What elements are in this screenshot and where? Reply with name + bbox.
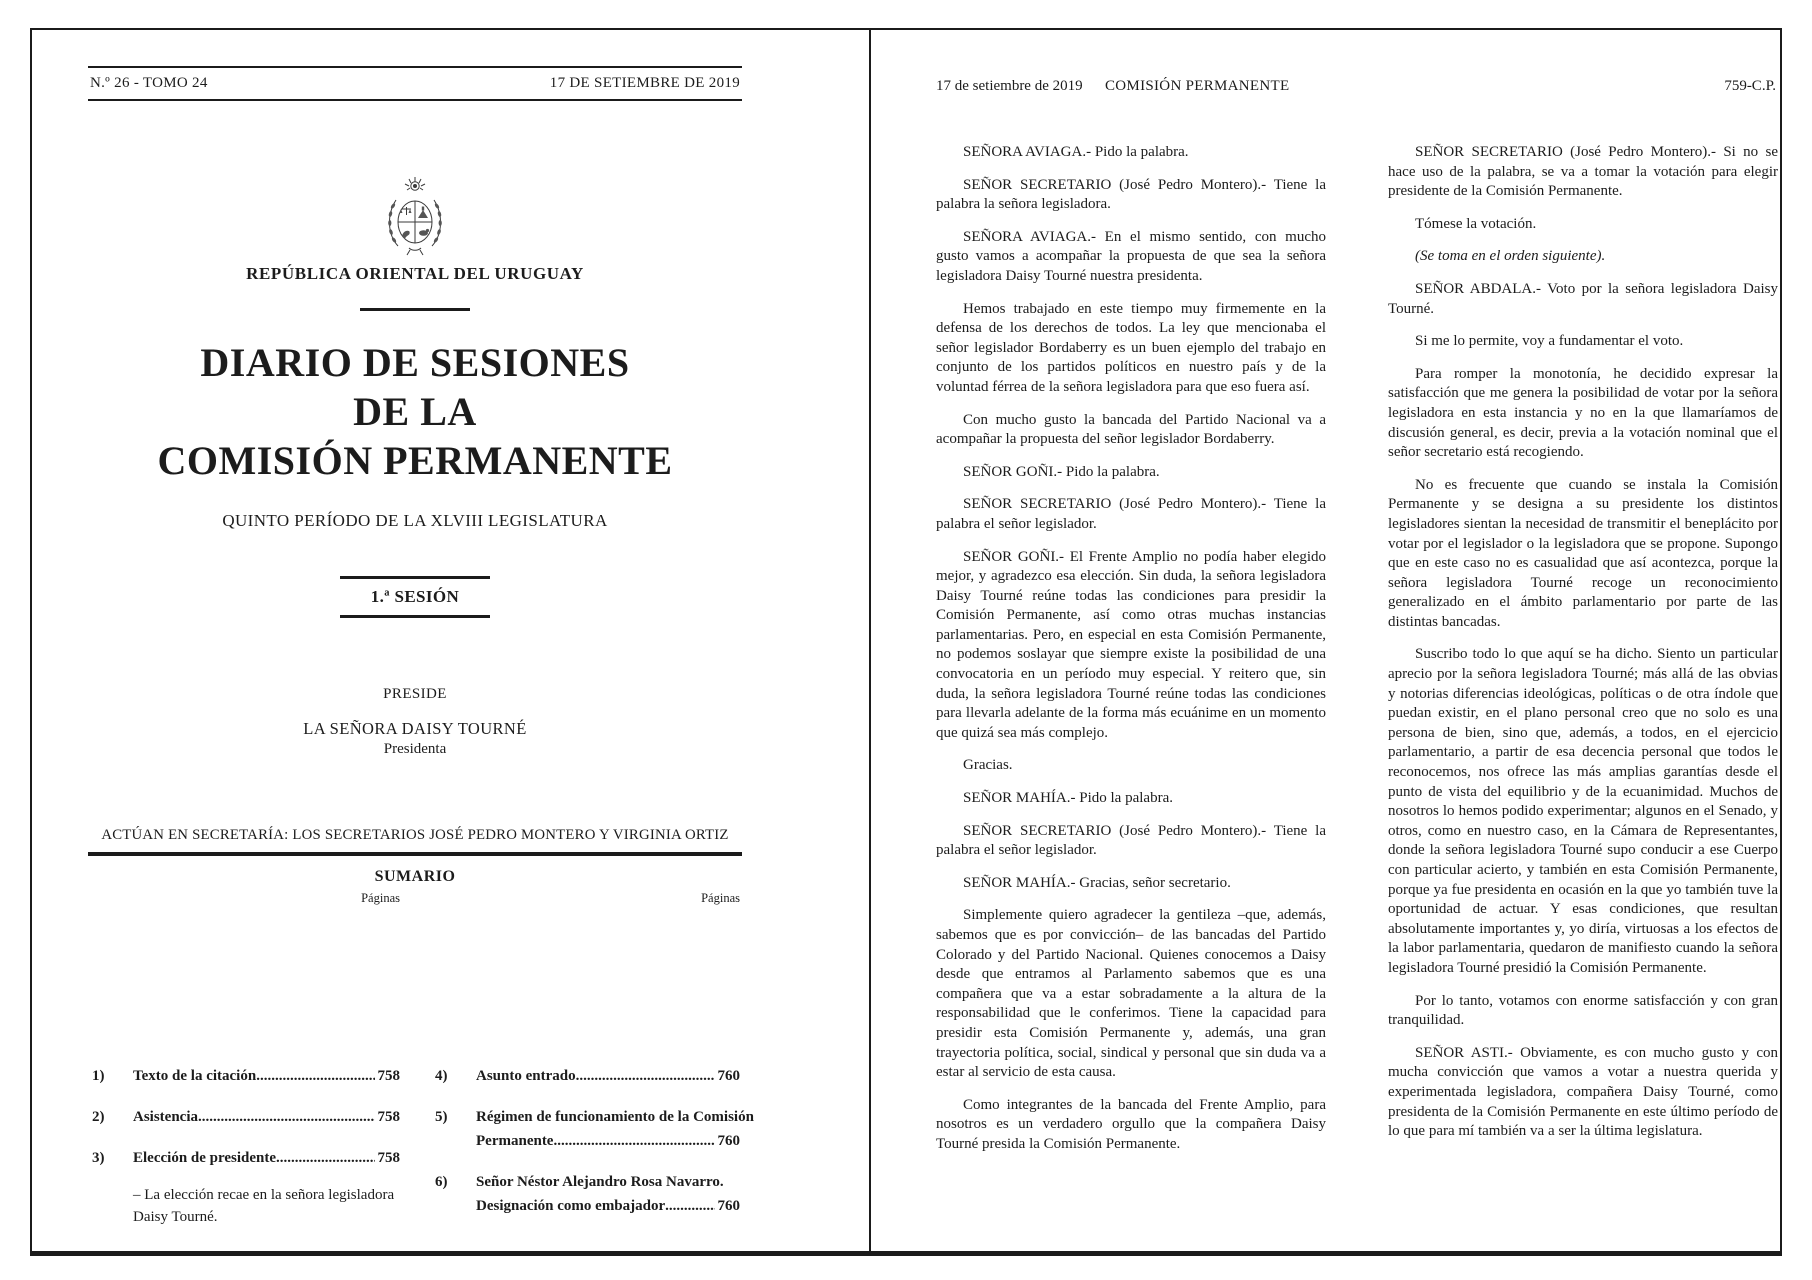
title-line-2: DE LA bbox=[353, 389, 477, 434]
toc-item-lines bbox=[476, 1105, 754, 1153]
transcript-paragraph: SEÑOR ASTI.- Obviamente, es con mucho gusto y con mucha convicción que vamos a votar a nuestra querida y experimentada legisladora, compañera Daisy Tourné, como presidenta de la Comisión Permanente en este último período de lo que para mí también va a ser la última legislatura. bbox=[1388, 1044, 1778, 1140]
toc-item-page: 758 bbox=[377, 1109, 400, 1125]
toc-item-number: 5) bbox=[435, 1109, 448, 1125]
page-divider bbox=[869, 28, 871, 1254]
uruguay-coat-of-arms-icon bbox=[379, 176, 451, 260]
toc-item-lines bbox=[476, 1170, 740, 1218]
toc-item-page: 760 bbox=[717, 1068, 740, 1084]
transcript-paragraph: Por lo tanto, votamos con enorme satisfacción y con gran tranquilidad. bbox=[1388, 992, 1778, 1029]
dot-leader bbox=[276, 1146, 374, 1170]
transcript-paragraph: SEÑORA AVIAGA.- En el mismo sentido, con mucho gusto vamos a acompañar la propuesta de que sea la señora legisladora Daisy Tourné nuestra presidenta. bbox=[936, 228, 1326, 284]
transcript-paragraph: SEÑOR SECRETARIO (José Pedro Montero).- Tiene la palabra el señor legislador. bbox=[936, 496, 1326, 532]
transcript-paragraph: SEÑORA AVIAGA.- Pido la palabra. bbox=[963, 144, 1189, 160]
toc-item-lines bbox=[476, 1064, 740, 1088]
text-column-left bbox=[936, 143, 1326, 1168]
dot-leader bbox=[198, 1105, 375, 1129]
right-header-page-number: 759-C.P. bbox=[1724, 78, 1776, 94]
toc-item-number: 4) bbox=[435, 1068, 448, 1084]
toc-item-label: Asunto entrado bbox=[476, 1068, 576, 1084]
president-name: LA SEÑORA DAISY TOURNÉ bbox=[303, 719, 527, 738]
toc-item bbox=[435, 1105, 754, 1153]
transcript-paragraph: Suscribo todo lo que aquí se ha dicho. Siento un particular aprecio por la señora legisladora Tourné; más allá de las obvias y notorias diferencias ideológicas, políticas o de otra índole que puedan existir, en el plano personal creo que no solo es una persona de bien, sino que, además, a todos, en el ejercicio parlamentario, a partir de esa decencia personal que todos le reconocemos, nos ofrece las más amplias garantías desde el punto de vista del equilibrio y de la ecuanimidad. Muchos de nosotros lo hemos podido experimentar; algunos en el Senado, y otros, como en nuestro caso, en la Cámara de Representantes, donde la señora legisladora Tourné supo conducir a ese Cuerpo con particular acierto, y también en esta Comisión Permanente, porque ya fue presidenta en ocasión en la que yo también tuve la oportunidad de actuar. Y esas condiciones, que resultan absolutamente importantes y, yo diría, virtuosas a los efectos de la labor parlamentaria, quedaron de manifiesto cuando la señora legisladora Tourné presidió la Comisión Permanente. bbox=[1388, 646, 1778, 976]
toc-item-line bbox=[476, 1105, 754, 1129]
toc-item-number: 6) bbox=[435, 1174, 448, 1190]
president-role: Presidenta bbox=[383, 741, 447, 757]
summary-list-left bbox=[92, 1064, 400, 1245]
transcript-paragraph: Como integrantes de la bancada del Frente Amplio, para nosotros es un verdadero orgullo que la compañera Daisy Tourné presida la Comisión Permanente. bbox=[936, 1096, 1326, 1152]
right-header-title: COMISIÓN PERMANENTE bbox=[1105, 78, 1290, 94]
toc-item-note: – La elección recae en la señora legisladora Daisy Tourné. bbox=[133, 1187, 395, 1225]
toc-item-line bbox=[476, 1129, 740, 1153]
toc-item bbox=[92, 1064, 400, 1088]
transcript-paragraph: Hemos trabajado en este tiempo muy firmemente en la defensa de los derechos de todos. La ley que mencionaba el señor legislador Bordaberry es un buen ejemplo del trabajo en conjunto de los partidos políticos en nuestro país y de la voluntad férrea de la señora legisladora para que eso fuera así. bbox=[936, 300, 1326, 395]
legislature-subtitle: QUINTO PERÍODO DE LA XLVIII LEGISLATURA bbox=[222, 511, 608, 530]
toc-item-label: Señor Néstor Alejandro Rosa Navarro. bbox=[476, 1174, 724, 1190]
toc-item-page: 760 bbox=[717, 1198, 740, 1214]
dot-leader bbox=[256, 1064, 374, 1088]
dot-leader bbox=[576, 1064, 715, 1088]
toc-item-line bbox=[133, 1146, 400, 1170]
republic-name: REPÚBLICA ORIENTAL DEL URUGUAY bbox=[246, 264, 584, 283]
toc-item-line bbox=[133, 1064, 400, 1088]
toc-item-label: Permanente bbox=[476, 1133, 554, 1149]
toc-item-number: 3) bbox=[92, 1150, 105, 1166]
session-number: 1.ª SESIÓN bbox=[340, 576, 490, 618]
toc-item-page: 758 bbox=[377, 1068, 400, 1084]
toc-item bbox=[92, 1105, 400, 1129]
toc-item-lines bbox=[133, 1064, 400, 1088]
issue-number: N.º 26 - TOMO 24 bbox=[90, 75, 208, 91]
transcript-paragraph: SEÑOR GOÑI.- Pido la palabra. bbox=[963, 463, 1160, 480]
transcript-paragraph: SEÑOR MAHÍA.- Pido la palabra. bbox=[963, 790, 1173, 807]
toc-item-line bbox=[133, 1105, 400, 1129]
transcript-paragraph: SEÑOR ABDALA.- Voto por la señora legisladora Daisy Tourné. bbox=[1388, 280, 1778, 317]
toc-item bbox=[435, 1170, 740, 1218]
toc-item-label: Régimen de funcionamiento de la Comisión bbox=[476, 1109, 754, 1125]
summary-title: SUMARIO bbox=[374, 868, 456, 885]
toc-item-lines bbox=[133, 1146, 400, 1228]
dot-leader bbox=[553, 1129, 714, 1153]
toc-item-number: 1) bbox=[92, 1068, 105, 1084]
title-line-1: DIARIO DE SESIONES bbox=[200, 340, 630, 385]
toc-item-label: Texto de la citación bbox=[133, 1068, 257, 1084]
transcript-paragraph: Para romper la monotonía, he decidido expresar la satisfacción que me genera la posibilidad de votar por la señora legisladora en esta instancia y no en la que llamaríamos de discusión general, es decir, previa a la votación nominal que el señor secretario está recogiendo. bbox=[1388, 365, 1778, 461]
transcript-paragraph: Si me lo permite, voy a fundamentar el voto. bbox=[1415, 333, 1684, 350]
toc-item-lines bbox=[133, 1105, 400, 1129]
summary-divider-rule bbox=[88, 852, 742, 856]
left-page-header bbox=[88, 66, 742, 101]
secretaries-line: ACTÚAN EN SECRETARÍA: LOS SECRETARIOS JOSÉ PEDRO MONTERO Y VIRGINIA ORTIZ bbox=[101, 827, 729, 843]
toc-item-page: 760 bbox=[717, 1133, 740, 1149]
transcript-paragraph: SEÑOR GOÑI.- El Frente Amplio no podía haber elegido mejor, y agradezco esa elección. Sin duda, la señora legisladora Daisy Tourné reúne todas las condiciones para presidir la Comisión Permanente, así como otras muchas instancias parlamentarias. Pero, en especial en esta Comisión Permanente, no podemos soslayar que siempre existe la posibilidad de una convocatoria en un período muy especial. Y reitero que, sin duda, la señora legisladora Tourné reúne todas las condiciones para llevarla adelante de la forma más ecuánime en un momento que quizá sea más complejo. bbox=[936, 548, 1326, 741]
ornament-rule bbox=[360, 308, 470, 311]
left-header-date: 17 DE SETIEMBRE DE 2019 bbox=[549, 75, 740, 91]
document-title bbox=[88, 338, 742, 485]
toc-item-line bbox=[476, 1064, 740, 1088]
toc-item-page: 758 bbox=[377, 1150, 400, 1166]
transcript-paragraph: Gracias. bbox=[963, 757, 1013, 774]
toc-item-label: Designación como embajador bbox=[476, 1198, 666, 1214]
dot-leader bbox=[665, 1194, 714, 1218]
summary-list-right bbox=[435, 1064, 754, 1235]
toc-item-label: Elección de presidente bbox=[133, 1150, 277, 1166]
preside-label: PRESIDE bbox=[383, 686, 447, 702]
toc-item-number: 2) bbox=[92, 1109, 105, 1125]
text-column-right bbox=[1388, 143, 1778, 1155]
transcript-paragraph: Simplemente quiero agradecer la gentileza –que, además, sabemos que es por convicción– de las bancadas del Partido Colorado y del Partido Nacional. Quienes conocemos a Daisy desde que entramos al Parlamento sabemos que es una compañera que va a estar sobradamente a la altura de la responsabilidad que le conferimos. Tiene la capacidad para presidir esta Comisión Permanente y, además, una gran trayectoria política, social, sindical y personal que sin duda va a estar al servicio de esta causa. bbox=[936, 907, 1326, 1081]
toc-item bbox=[92, 1146, 400, 1228]
title-line-3: COMISIÓN PERMANENTE bbox=[157, 438, 673, 483]
pages-label-left: Páginas bbox=[361, 891, 400, 905]
transcript-paragraph: SEÑOR SECRETARIO (José Pedro Montero).- Tiene la palabra la señora legisladora. bbox=[936, 176, 1326, 213]
transcript-paragraph: Con mucho gusto la bancada del Partido Nacional va a acompañar la propuesta del señor legislador Bordaberry. bbox=[936, 411, 1326, 448]
transcript-paragraph: SEÑOR MAHÍA.- Gracias, señor secretario. bbox=[963, 874, 1231, 891]
transcript-paragraph: SEÑOR SECRETARIO (José Pedro Montero).- Si no se hace uso de la palabra, se va a tomar la votación para elegir presidente de la Comisión Permanente. bbox=[1388, 144, 1778, 200]
pages-label-right: Páginas bbox=[701, 891, 740, 905]
right-header-date: 17 de setiembre de 2019 bbox=[936, 78, 1083, 94]
toc-item-line bbox=[476, 1194, 740, 1218]
transcript-paragraph: No es frecuente que cuando se instala la Comisión Permanente y se designa a su presidente los distintos legisladores sientan la necesidad de transmitir el beneplácito por votar por el legislador o la legisladora que se propone. Supongo que en este caso no es casualidad que así acontezca, porque la señora legisladora Tourné recoge un reconocimiento generalizado en el ámbito parlamentario por parte de las distintas bancadas. bbox=[1388, 476, 1778, 630]
toc-item-label: Asistencia bbox=[133, 1109, 198, 1125]
transcript-paragraph: (Se toma en el orden siguiente). bbox=[1415, 248, 1606, 265]
transcript-paragraph: Tómese la votación. bbox=[1415, 215, 1537, 232]
toc-item bbox=[435, 1064, 740, 1088]
toc-item-line bbox=[476, 1170, 740, 1194]
transcript-paragraph: SEÑOR SECRETARIO (José Pedro Montero).- Tiene la palabra el señor legislador. bbox=[936, 822, 1326, 859]
